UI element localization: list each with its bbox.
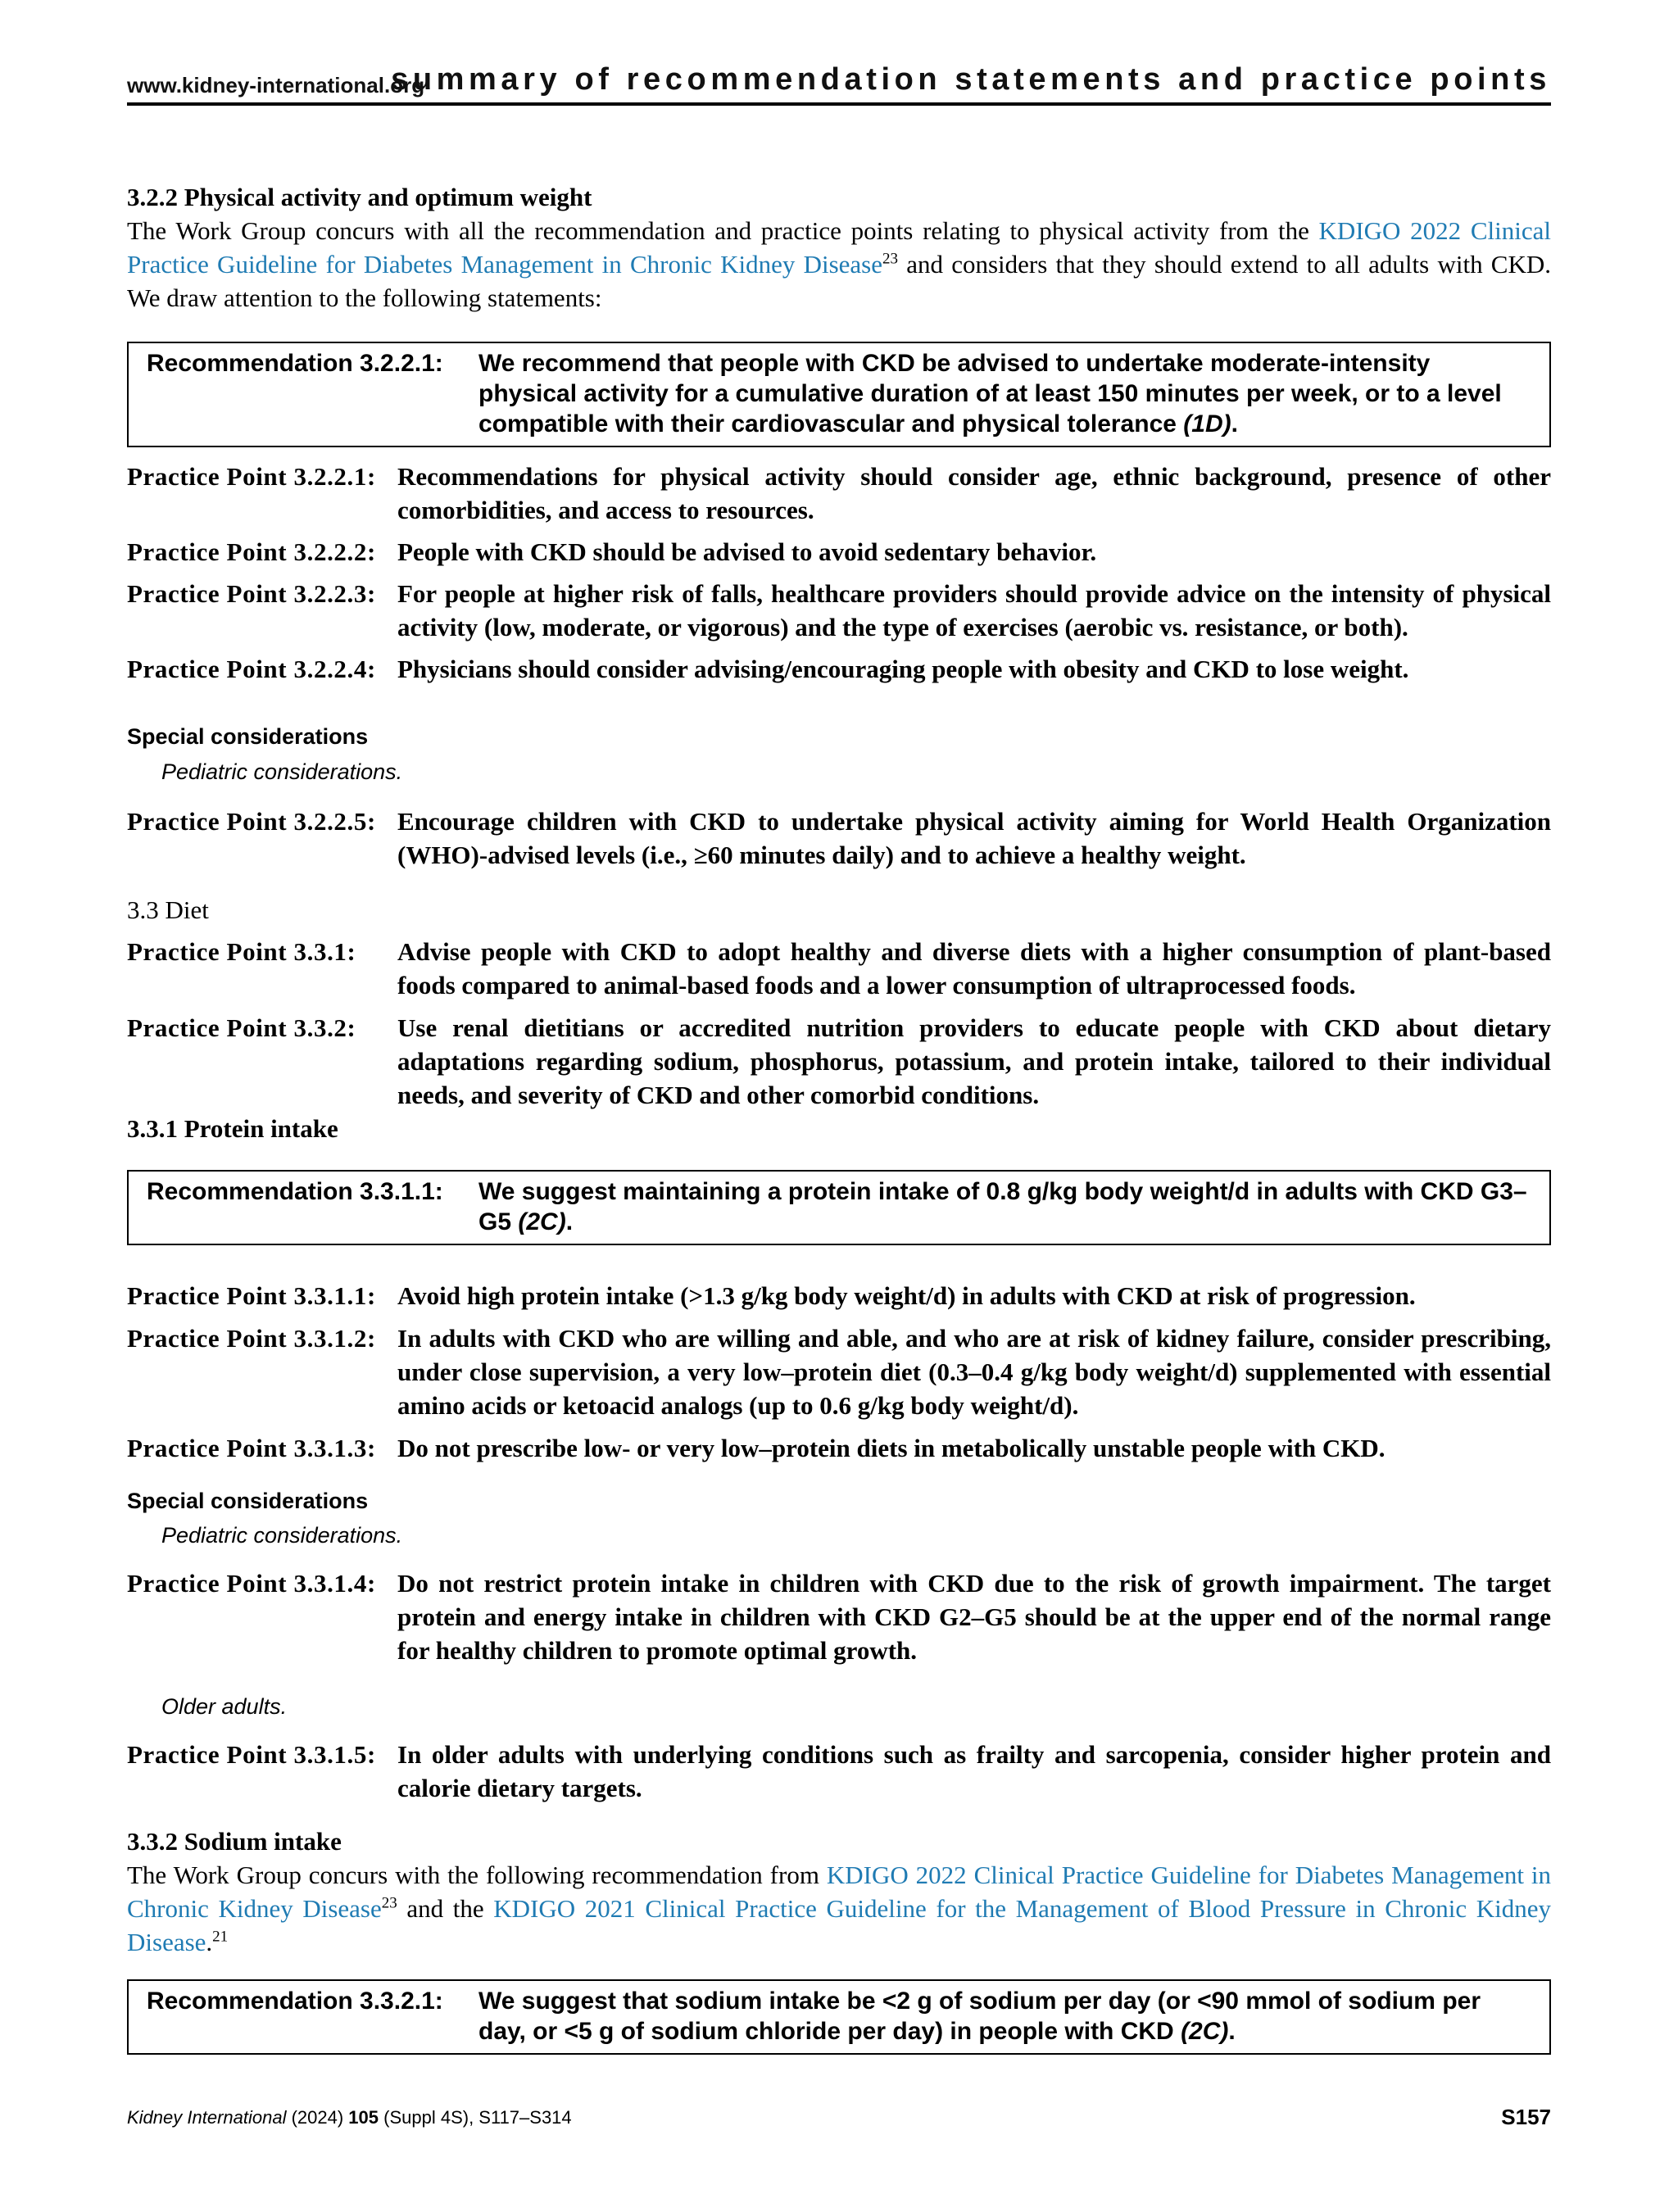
practice-point-text: Use renal dietitians or accredited nutrition providers to educate people with CKD about dietary adaptations regarding sodium, phosphorus, potassium, and protein intake, tailored to their individual needs, and severity of CKD and other comorbid conditions. [397, 1013, 1551, 1109]
recommendation-label: Recommendation 3.2.2.1: [147, 350, 443, 377]
section-heading: 3.3.1 Protein intake [127, 1114, 338, 1143]
section-3-3-1 [127, 1112, 1551, 1145]
practice-point-text: For people at higher risk of falls, healthcare providers should provide advice on the intensity of physical activity (low, moderate, or vigorous) and the type of exercises (aerobic vs. resistance, or both). [397, 579, 1551, 641]
practice-point-text: Physicians should consider advising/encouraging people with obesity and CKD to lose weight. [397, 655, 1409, 683]
footer-issue: (Suppl 4S), S117–S314 [379, 2107, 572, 2128]
practice-point-label: Practice Point 3.2.2.5: [127, 807, 376, 836]
practice-point-text: Recommendations for physical activity should consider age, ethnic background, presence of other comorbidities, and access to resources. [397, 462, 1551, 524]
citation-link-blood-pressure-guideline[interactable]: KDIGO 2021 Clinical Practice Guideline for the Management of Blood Pressure in Chronic Kidney Disease [127, 1894, 1551, 1956]
evidence-grade: (2C) [1181, 2018, 1229, 2045]
practice-point-text: Encourage children with CKD to undertake physical activity aiming for World Health Organization (WHO)-advised levels (i.e., ≥60 minutes daily) and to achieve a healthy weight. [397, 807, 1551, 869]
punctuation: . [1231, 410, 1238, 437]
pediatric-considerations-subheading: Pediatric considerations. [161, 759, 403, 784]
section-heading: 3.2.2 Physical activity and optimum weight [127, 183, 592, 211]
citation-link-diabetes-guideline[interactable]: KDIGO 2022 Clinical Practice Guideline for Diabetes Management in Chronic Kidney Disease [127, 1861, 1551, 1923]
evidence-grade: (2C) [518, 1208, 566, 1235]
practice-point-label: Practice Point 3.3.1.1: [127, 1281, 376, 1310]
practice-point-text: In older adults with underlying conditions such as frailty and sarcopenia, consider higher protein and calorie dietary targets. [397, 1740, 1551, 1802]
practice-point-text: Do not prescribe low- or very low–protein diets in metabolically unstable people with CKD. [397, 1434, 1385, 1462]
recommendation-box-3-3-1-1 [127, 1170, 1551, 1245]
evidence-grade: (1D) [1183, 410, 1231, 437]
practice-point-3-3-1-5 [127, 1738, 1551, 1805]
footer-volume: 105 [348, 2107, 379, 2128]
recommendation-body: We recommend that people with CKD be advised to undertake moderate-intensity physical activity for a cumulative duration of at least 150 minutes per week, or to a level compatible with their cardiovascular and physical tolerance [478, 350, 1502, 437]
practice-point-label: Practice Point 3.2.2.1: [127, 462, 376, 491]
practice-point-text: In adults with CKD who are willing and able, and who are at risk of kidney failure, consider prescribing, under close supervision, a very low–protein diet (0.3–0.4 g/kg body weight/d) supplemented with essential amino acids or ketoacid analogs (up to 0.6 g/kg body weight/d). [397, 1324, 1551, 1420]
citation-link-diabetes-guideline[interactable]: KDIGO 2022 Clinical Practice Guideline for Diabetes Management in Chronic Kidney Disease [127, 216, 1551, 279]
section-3-2-2 [127, 180, 1551, 315]
practice-point-text: Avoid high protein intake (>1.3 g/kg body weight/d) in adults with CKD at risk of progression. [397, 1281, 1416, 1310]
practice-point-3-3-1 [127, 935, 1551, 1002]
practice-point-3-2-2-1 [127, 460, 1551, 527]
reference-number[interactable]: 21 [212, 1928, 229, 1946]
header-rule [127, 102, 1551, 106]
practice-point-3-2-2-5 [127, 805, 1551, 872]
pediatric-considerations-subheading: Pediatric considerations. [161, 1523, 403, 1548]
practice-point-label: Practice Point 3.3.1.2: [127, 1324, 376, 1353]
page [127, 0, 1551, 2212]
intro-text: and considers that they should extend to all adults with CKD. We draw attention to the following statements: [127, 250, 1552, 312]
recommendation-text [478, 1176, 1535, 1237]
running-title: summary of recommendation statements and practice points [391, 62, 1551, 97]
practice-point-label: Practice Point 3.3.1.5: [127, 1740, 376, 1769]
journal-site-link[interactable]: www.kidney-international.org [127, 73, 425, 97]
footer-year: (2024) [286, 2107, 349, 2128]
recommendation-box-3-3-2-1 [127, 1979, 1551, 2055]
special-considerations-heading: Special considerations [127, 724, 369, 749]
recommendation-text [478, 348, 1535, 439]
page-number: S157 [1501, 2105, 1551, 2129]
older-adults-subheading: Older adults. [161, 1694, 288, 1719]
practice-point-label: Practice Point 3.2.2.3: [127, 579, 376, 608]
reference-number[interactable]: 23 [381, 1894, 397, 1912]
section-intro [127, 214, 1551, 315]
special-considerations-heading: Special considerations [127, 1489, 369, 1513]
practice-point-3-3-1-3 [127, 1431, 1551, 1465]
practice-point-3-3-1-1 [127, 1279, 1551, 1312]
practice-point-3-3-2 [127, 1011, 1551, 1112]
practice-point-3-2-2-3 [127, 577, 1551, 644]
recommendation-text [478, 1986, 1535, 2047]
practice-point-3-3-1-2 [127, 1321, 1551, 1422]
practice-point-label: Practice Point 3.3.1.4: [127, 1569, 376, 1598]
practice-point-label: Practice Point 3.3.1: [127, 937, 356, 966]
running-header [127, 62, 1551, 103]
recommendation-body: We suggest maintaining a protein intake of 0.8 g/kg body weight/d in adults with CKD G3–G5 [478, 1178, 1527, 1235]
intro-text: and the [397, 1894, 494, 1923]
intro-text: The Work Group concurs with all the recommendation and practice points relating to physical activity from the [127, 216, 1319, 245]
section-intro [127, 1858, 1551, 1959]
recommendation-body: We suggest that sodium intake be <2 g of sodium per day (or <90 mmol of sodium per day, or <5 g of sodium chloride per day) in people with CKD [478, 1988, 1481, 2045]
practice-point-3-2-2-2 [127, 535, 1551, 569]
section-3-3 [127, 893, 1551, 927]
recommendation-label: Recommendation 3.3.2.1: [147, 1988, 443, 2015]
practice-point-text: People with CKD should be advised to avoid sedentary behavior. [397, 537, 1097, 566]
section-heading: 3.3.2 Sodium intake [127, 1827, 342, 1856]
intro-text: The Work Group concurs with the following recommendation from [127, 1861, 827, 1889]
reference-number[interactable]: 23 [882, 250, 898, 268]
practice-point-3-2-2-4 [127, 652, 1551, 686]
punctuation: . [1228, 2018, 1236, 2045]
punctuation: . [565, 1208, 574, 1235]
punctuation: . [206, 1928, 213, 1956]
journal-name: Kidney International [127, 2107, 287, 2128]
footer-citation [127, 2107, 572, 2128]
recommendation-label: Recommendation 3.3.1.1: [147, 1178, 443, 1205]
practice-point-label: Practice Point 3.2.2.2: [127, 537, 376, 566]
section-3-3-2 [127, 1824, 1551, 1959]
recommendation-box-3-2-2-1 [127, 342, 1551, 447]
practice-point-label: Practice Point 3.2.2.4: [127, 655, 376, 683]
practice-point-label: Practice Point 3.3.2: [127, 1013, 356, 1042]
practice-point-label: Practice Point 3.3.1.3: [127, 1434, 376, 1462]
practice-point-3-3-1-4 [127, 1566, 1551, 1667]
practice-point-text: Advise people with CKD to adopt healthy and diverse diets with a higher consumption of plant-based foods compared to animal-based foods and a lower consumption of ultraprocessed foods. [397, 937, 1551, 999]
practice-point-text: Do not restrict protein intake in children with CKD due to the risk of growth impairment. The target protein and energy intake in children with CKD G2–G5 should be at the upper end of the normal range for healthy children to promote optimal growth. [397, 1569, 1551, 1665]
section-heading: 3.3 Diet [127, 895, 209, 924]
